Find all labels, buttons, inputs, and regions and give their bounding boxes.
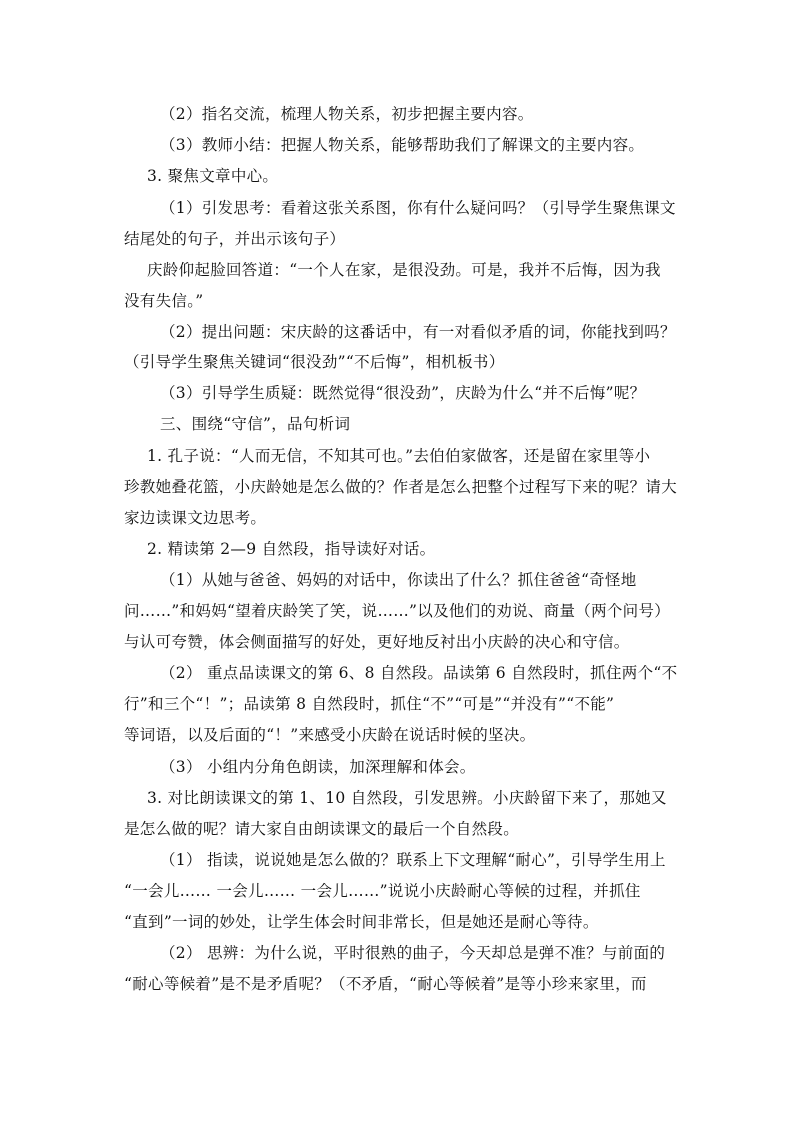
text-line: 3. 聚焦文章中心。: [147, 167, 279, 185]
text-line: 等词语，以及后面的“！”来感受小庆龄在说话时候的坚决。: [124, 726, 536, 744]
text-line: 2. 精读第 2—9 自然段，指导读好对话。: [147, 540, 436, 558]
text-line: “直到”一词的妙处，让学生体会时间非常长，但是她还是耐心等待。: [124, 913, 599, 931]
text-line: 问……”和妈妈“望着庆龄笑了笑，说……”以及他们的劝说、商量（两个问号）: [124, 602, 671, 620]
text-line: 家边读课文边思考。: [124, 509, 267, 527]
text-line: “耐心等候着”是不是矛盾呢？（不矛盾，“耐心等候着”是等小珍来家里，而: [124, 975, 647, 993]
text-line: （2） 重点品读课文的第 6、8 自然段。品读第 6 自然段时，抓住两个“不: [160, 664, 678, 682]
text-line: 3. 对比朗读课文的第 1、10 自然段，引发思辨。小庆龄留下来了，那她又: [147, 789, 667, 807]
text-line: “一会儿…… 一会儿…… 一会儿……”说说小庆龄耐心等候的过程，并抓住: [124, 882, 641, 900]
text-line: （1） 指读，说说她是怎么做的？联系上下文理解“耐心”，引导学生用上: [160, 851, 666, 869]
text-line: 1. 孔子说：“人而无信，不知其可也。”去伯伯家做客，还是留在家里等小: [147, 447, 651, 465]
text-line: 珍教她叠花篮，小庆龄她是怎么做的？作者是怎么把整个过程写下来的呢？请大: [124, 478, 678, 496]
section-heading: 三、围绕“守信”，品句析词: [160, 415, 351, 433]
text-line: 没有失信。”: [124, 292, 204, 310]
text-line: 是怎么做的呢？请大家自由朗读课文的最后一个自然段。: [124, 820, 520, 838]
text-line: （2） 思辨：为什么说，平时很熟的曲子，今天却总是弹不准？与前面的: [160, 944, 666, 962]
text-line: 结尾处的句子，并出示该句子）: [124, 230, 346, 248]
text-line: （2）指名交流，梳理人物关系，初步把握主要内容。: [160, 105, 534, 123]
text-line: （1）引发思考：看着这张关系图，你有什么疑问吗？（引导学生聚焦课文: [160, 199, 676, 217]
text-line: （3）引导学生质疑：既然觉得“很没劲”，庆龄为什么“并不后悔”呢？: [160, 384, 646, 402]
text-line: （3）教师小结：把握人物关系，能够帮助我们了解课文的主要内容。: [160, 136, 645, 154]
text-line: （1）从她与爸爸、妈妈的对话中，你读出了什么？抓住爸爸“奇怪地: [160, 571, 637, 589]
text-line: 与认可夸赞，体会侧面描写的好处，更好地反衬出小庆龄的决心和守信。: [124, 633, 630, 651]
text-line: （引导学生聚焦关键词“很没劲”“不后悔”，相机板书）: [124, 353, 505, 371]
text-line: 行”和三个“！”；品读第 8 自然段时，抓住“不”“可是”“并没有”“不能”: [124, 695, 615, 713]
text-line: （2）提出问题：宋庆龄的这番话中，有一对看似矛盾的词，你能找到吗？: [160, 323, 676, 341]
text-line: 庆龄仰起脸回答道：“一个人在家，是很没劲。可是，我并不后悔，因为我: [147, 261, 661, 279]
text-line: （3） 小组内分角色朗读，加深理解和体会。: [160, 758, 476, 776]
